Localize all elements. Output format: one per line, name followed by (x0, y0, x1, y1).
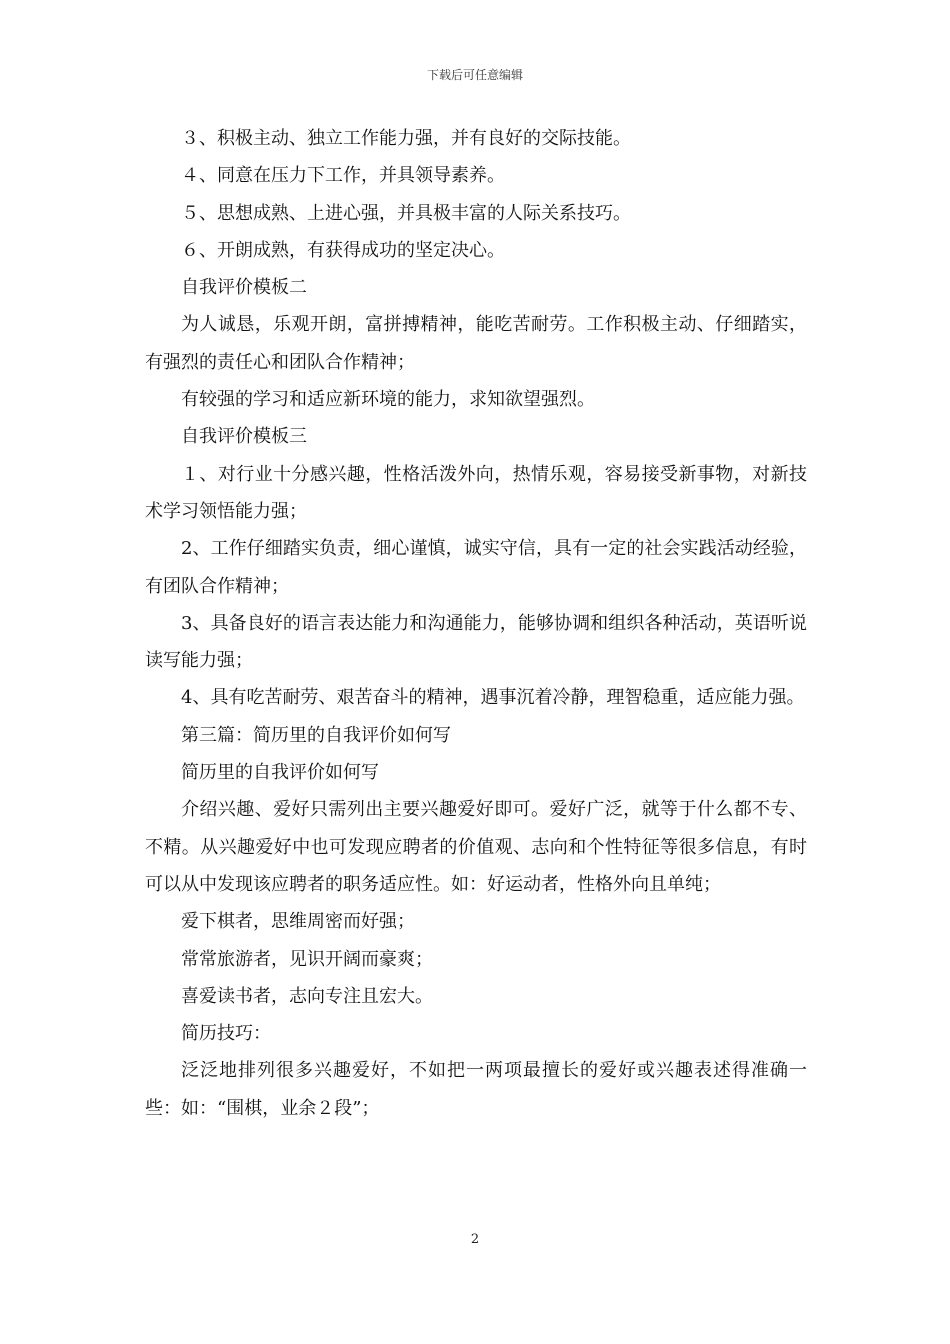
paragraph: 为人诚恳，乐观开朗，富拼搏精神，能吃苦耐劳。工作积极主动、仔细踏实，有强烈的责任心和团队合作精神； (145, 314, 807, 373)
paragraph: 2、工作仔细踏实负责，细心谨慎，诚实守信，具有一定的社会实践活动经验，有团队合作精神； (145, 538, 807, 597)
paragraph: 常常旅游者，见识开阔而豪爽； (181, 948, 433, 970)
paragraph: 泛泛地排列很多兴趣爱好，不如把一两项最擅长的爱好或兴趣表述得准确一些：如：“围棋，业余２段”； (145, 1060, 807, 1119)
section-heading: 自我评价模板三 (181, 426, 307, 448)
paragraph: ４、同意在压力下工作，并具领导素养。 (181, 165, 505, 187)
paragraph: 介绍兴趣、爱好只需列出主要兴趣爱好即可。爱好广泛，就等于什么都不专、不精。从兴趣爱好中也可发现应聘者的价值观、志向和个性特征等很多信息，有时可以从中发现该应聘者的职务适应性。如：好运动者，性格外向且单纯； (145, 799, 807, 895)
page-header-note: 下载后可任意编辑 (426, 68, 523, 82)
paragraph: ３、积极主动、独立工作能力强，并有良好的交际技能。 (181, 128, 631, 149)
section-heading: 自我评价模板二 (181, 277, 307, 299)
paragraph: 有较强的学习和适应新环境的能力，求知欲望强烈。 (181, 389, 595, 411)
section-heading: 简历技巧： (181, 1023, 271, 1045)
document-body (145, 120, 807, 1127)
paragraph: ６、开朗成熟，有获得成功的坚定决心。 (181, 239, 505, 261)
page-number: 2 (470, 1232, 480, 1247)
paragraph: 喜爱读书者，志向专注且宏大。 (181, 985, 433, 1007)
section-heading: 简历里的自我评价如何写 (181, 762, 379, 784)
paragraph: 4、具有吃苦耐劳、艰苦奋斗的精神，遇事沉着冷静，理智稳重，适应能力强。 (181, 687, 805, 709)
paragraph: 3、具备良好的语言表达能力和沟通能力，能够协调和组织各种活动，英语听说读写能力强； (145, 612, 807, 672)
paragraph: 爱下棋者，思维周密而好强； (181, 911, 415, 933)
paragraph: ５、思想成熟、上进心强，并具极丰富的人际关系技巧。 (181, 202, 631, 224)
section-heading: 第三篇：简历里的自我评价如何写 (181, 724, 451, 746)
paragraph: １、对行业十分感兴趣，性格活泼外向，热情乐观，容易接受新事物，对新技术学习领悟能力强； (145, 463, 807, 522)
